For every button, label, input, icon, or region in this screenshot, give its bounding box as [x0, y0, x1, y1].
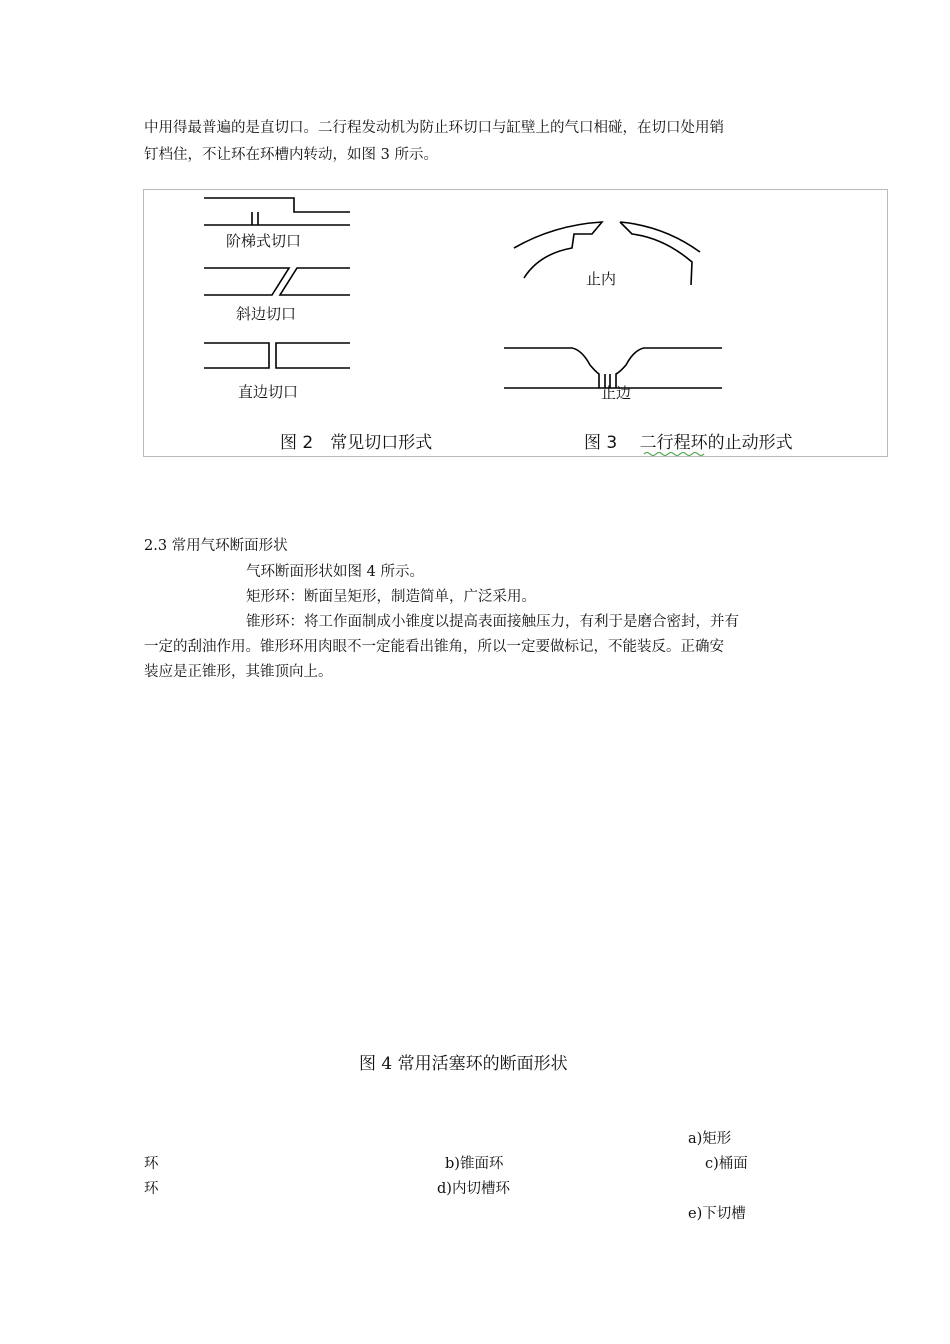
fig-label-angled: 斜边切口 [236, 305, 297, 323]
fig4-label-huan: 环 [144, 1156, 159, 1172]
fig4-label-a: a)矩形 [688, 1131, 732, 1147]
edge-stop-right [616, 348, 722, 388]
body-text-line: 中用得最普遍的是直切口。二行程发动机为防止环切口与缸壁上的气口相碰，在切口处用销 [144, 120, 724, 136]
step-cut-top [204, 198, 350, 212]
body-text-line: 装应是正锥形，其锥顶向上。 [144, 664, 333, 680]
fig4-label-e: e)下切槽 [688, 1206, 746, 1222]
section-heading: 2.3 常用气环断面形状 [144, 538, 288, 554]
fig4-label-d: d)内切槽环 [437, 1181, 510, 1197]
fig4-label-c: c)桶面 [705, 1156, 748, 1172]
edge-stop-left [504, 348, 599, 388]
figure-2-3-box [143, 189, 888, 457]
angled-cut-left [204, 268, 289, 295]
figure-3-caption: 图 3 二行程环的止动形式 [584, 433, 793, 453]
body-text-line: 钉档住，不让环在环槽内转动，如图 3 所示。 [144, 147, 438, 163]
fig-label-edge-stop: 止边 [601, 384, 632, 402]
inner-stop-right-arc [620, 222, 700, 285]
body-text-line: 一定的刮油作用。锥形环用肉眼不一定能看出锥角，所以一定要做标记，不能装反。正确安 [144, 639, 724, 655]
fig-label-inner-stop: 止内 [586, 270, 617, 288]
fig4-label-b: b)锥面环 [445, 1156, 504, 1172]
body-text-line: 矩形环：断面呈矩形，制造简单，广泛采用。 [246, 589, 536, 605]
figure-2-caption: 图 2 常见切口形式 [280, 433, 433, 453]
body-text-line: 锥形环：将工作面制成小锥度以提高表面接触压力，有利于是磨合密封，并有 [246, 614, 739, 630]
straight-cut-right [276, 343, 350, 368]
fig4-label-huan: 环 [144, 1181, 159, 1197]
figure-2-3-drawing [144, 190, 889, 458]
angled-cut-right [280, 268, 350, 295]
figure-4-caption: 图 4 常用活塞环的断面形状 [359, 1054, 568, 1074]
body-text-line: 气环断面形状如图 4 所示。 [246, 564, 424, 580]
fig-label-straight: 直边切口 [238, 383, 299, 401]
fig-label-step: 阶梯式切口 [226, 232, 302, 250]
straight-cut-left [204, 343, 269, 368]
